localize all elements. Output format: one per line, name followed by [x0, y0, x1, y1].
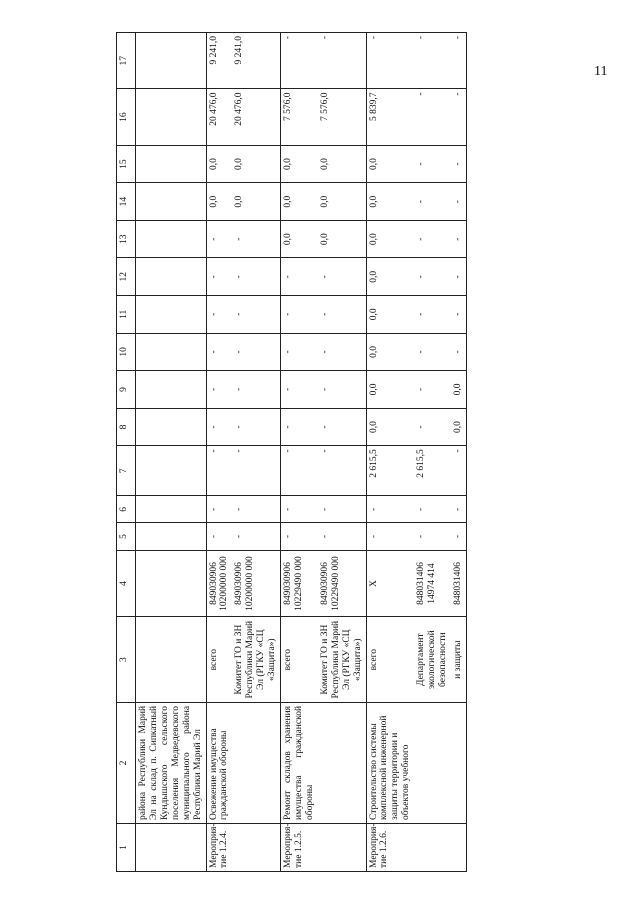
cell-value: 2 615,5: [414, 446, 451, 496]
cell-value: -: [366, 33, 414, 89]
cell-description: [232, 702, 280, 823]
cell-executor: всего: [281, 617, 318, 703]
cell-value: -: [281, 296, 318, 334]
col-header: 15: [117, 145, 136, 183]
cell-value: -: [366, 523, 414, 550]
cell-description: [451, 702, 466, 823]
cell-value: 0,0: [366, 183, 414, 221]
cell-value: -: [414, 183, 451, 221]
cell-value: 0,0: [366, 371, 414, 409]
cell-description: Освежение имущества гражданской обороны: [206, 702, 232, 823]
cell-value: -: [206, 333, 232, 371]
program-table: [116, 32, 467, 872]
cell-executor: Комитет ГО и ЗН Республики Марий Эл (РГКУ «СЦ «Защита»): [318, 617, 366, 703]
table-row: [318, 33, 366, 872]
cell-value: [136, 33, 207, 89]
cell-value: -: [232, 258, 280, 296]
cell-value: 0,0: [281, 145, 318, 183]
cell-value: -: [318, 408, 366, 446]
col-header: 17: [117, 33, 136, 89]
cell-value: 7 576,0: [281, 89, 318, 145]
cell-measure: [232, 824, 280, 872]
cell-value: 0,0: [281, 220, 318, 258]
cell-value: -: [451, 33, 466, 89]
cell-value: [136, 371, 207, 409]
cell-value: -: [414, 496, 451, 523]
col-header: 4: [117, 550, 136, 617]
cell-value: -: [451, 496, 466, 523]
table-row: [451, 33, 466, 872]
cell-value: -: [414, 523, 451, 550]
cell-value: 0,0: [366, 333, 414, 371]
cell-value: 20 476,0: [232, 89, 280, 145]
cell-code: 849030906 10229490 000: [318, 550, 366, 617]
cell-description: [318, 702, 366, 823]
cell-value: [136, 333, 207, 371]
cell-value: [136, 523, 207, 550]
cell-value: -: [414, 408, 451, 446]
cell-value: -: [451, 89, 466, 145]
cell-value: -: [414, 220, 451, 258]
cell-value: -: [232, 408, 280, 446]
cell-code: 849030906 10200000 000: [206, 550, 232, 617]
cell-value: -: [206, 220, 232, 258]
cell-value: [136, 296, 207, 334]
cell-value: -: [281, 258, 318, 296]
table-row: [136, 33, 207, 872]
table-row: [232, 33, 280, 872]
cell-value: -: [206, 371, 232, 409]
cell-value: -: [206, 446, 232, 496]
table-row: [366, 33, 414, 872]
cell-value: -: [318, 296, 366, 334]
cell-code: 848031406 14974 414: [414, 550, 451, 617]
cell-value: -: [414, 296, 451, 334]
col-header: 2: [117, 702, 136, 823]
cell-value: [136, 145, 207, 183]
cell-code: 848031406: [451, 550, 466, 617]
cell-value: -: [451, 446, 466, 496]
cell-value: -: [232, 296, 280, 334]
cell-value: -: [318, 523, 366, 550]
cell-value: [136, 183, 207, 221]
cell-code: 849030906 10200000 000: [232, 550, 280, 617]
cell-value: 0,0: [232, 183, 280, 221]
cell-value: -: [232, 523, 280, 550]
col-header: 5: [117, 523, 136, 550]
cell-value: 2 615,5: [366, 446, 414, 496]
cell-value: 7 576,0: [318, 89, 366, 145]
col-header: 10: [117, 333, 136, 371]
col-header: 13: [117, 220, 136, 258]
cell-measure: Мероприя-тие 1.2.5.: [281, 824, 318, 872]
cell-value: -: [318, 371, 366, 409]
cell-value: -: [281, 496, 318, 523]
cell-value: -: [281, 408, 318, 446]
cell-value: -: [451, 220, 466, 258]
cell-value: 0,0: [451, 408, 466, 446]
cell-value: -: [414, 89, 451, 145]
cell-description: Строительство системы комплексной инженерной защиты территории и объектов учебного: [366, 702, 414, 823]
cell-value: -: [206, 408, 232, 446]
cell-executor: Комитет ГО и ЗН Республики Марий Эл (РГКУ «СЦ «Защита»): [232, 617, 280, 703]
cell-value: 0,0: [281, 183, 318, 221]
col-header: 3: [117, 617, 136, 703]
cell-value: 5 839,7: [366, 89, 414, 145]
cell-value: 0,0: [232, 145, 280, 183]
cell-value: 0,0: [366, 145, 414, 183]
table-row: [414, 33, 451, 872]
cell-value: -: [232, 371, 280, 409]
cell-measure: [414, 824, 451, 872]
col-header: 6: [117, 496, 136, 523]
cell-value: -: [232, 333, 280, 371]
page-number: 11: [594, 64, 608, 79]
cell-value: -: [206, 496, 232, 523]
cell-code: 849030906 10229490 000: [281, 550, 318, 617]
cell-value: -: [414, 333, 451, 371]
cell-value: -: [206, 258, 232, 296]
col-header: 9: [117, 371, 136, 409]
cell-value: -: [451, 258, 466, 296]
header-row: [117, 33, 136, 872]
cell-value: 0,0: [366, 258, 414, 296]
cell-value: 0,0: [366, 296, 414, 334]
cell-value: -: [232, 220, 280, 258]
col-header: 16: [117, 89, 136, 145]
cell-value: 9 241,0: [206, 33, 232, 89]
cell-value: -: [281, 33, 318, 89]
cell-value: -: [414, 145, 451, 183]
cell-value: -: [318, 33, 366, 89]
col-header: 12: [117, 258, 136, 296]
cell-executor: и защиты: [451, 617, 466, 703]
table-row: [281, 33, 318, 872]
cell-value: [136, 89, 207, 145]
cell-value: -: [451, 333, 466, 371]
cell-description: Ремонт складов хранения имущества гражданской обороны: [281, 702, 318, 823]
cell-value: 0,0: [206, 145, 232, 183]
cell-value: -: [232, 496, 280, 523]
cell-value: -: [451, 145, 466, 183]
cell-measure: Мероприя-тие 1.2.4.: [206, 824, 232, 872]
cell-value: 0,0: [318, 145, 366, 183]
cell-measure: [136, 824, 207, 872]
cell-measure: Мероприя-тие 1.2.6.: [366, 824, 414, 872]
cell-value: [136, 408, 207, 446]
cell-value: [136, 446, 207, 496]
cell-value: [136, 220, 207, 258]
col-header: 7: [117, 446, 136, 496]
cell-value: 0,0: [206, 183, 232, 221]
cell-value: 0,0: [318, 220, 366, 258]
cell-description: [414, 702, 451, 823]
cell-value: -: [318, 333, 366, 371]
cell-value: -: [451, 183, 466, 221]
cell-executor: всего: [206, 617, 232, 703]
cell-value: -: [281, 523, 318, 550]
cell-value: -: [414, 258, 451, 296]
cell-value: [136, 258, 207, 296]
cell-value: -: [318, 258, 366, 296]
cell-value: 0,0: [366, 408, 414, 446]
col-header: 11: [117, 296, 136, 334]
col-header: 1: [117, 824, 136, 872]
col-header: 14: [117, 183, 136, 221]
cell-value: 0,0: [366, 220, 414, 258]
cell-measure: [451, 824, 466, 872]
cell-value: 9 241,0: [232, 33, 280, 89]
cell-value: -: [451, 523, 466, 550]
cell-value: 0,0: [318, 183, 366, 221]
cell-value: 20 476,0: [206, 89, 232, 145]
cell-value: 0,0: [451, 371, 466, 409]
cell-value: -: [281, 446, 318, 496]
cell-value: -: [318, 446, 366, 496]
cell-code: Х: [366, 550, 414, 617]
cell-executor: всего: [366, 617, 414, 703]
cell-executor: Департамент экологической безопасности: [414, 617, 451, 703]
table-row: [206, 33, 232, 872]
cell-value: [136, 496, 207, 523]
cell-value: -: [366, 496, 414, 523]
cell-value: -: [206, 523, 232, 550]
cell-value: -: [451, 296, 466, 334]
cell-value: -: [318, 496, 366, 523]
cell-executor: [136, 617, 207, 703]
col-header: 8: [117, 408, 136, 446]
cell-code: [136, 550, 207, 617]
cell-value: -: [232, 446, 280, 496]
cell-value: -: [206, 296, 232, 334]
cell-value: -: [414, 33, 451, 89]
cell-value: -: [281, 371, 318, 409]
cell-value: -: [414, 371, 451, 409]
cell-measure: [318, 824, 366, 872]
cell-value: -: [281, 333, 318, 371]
cell-description: района Республики Марий Эл на склад п. Сипкатный Кундышского сельского поселения Медведевского муниципального района Республики Марий Эл: [136, 702, 207, 823]
